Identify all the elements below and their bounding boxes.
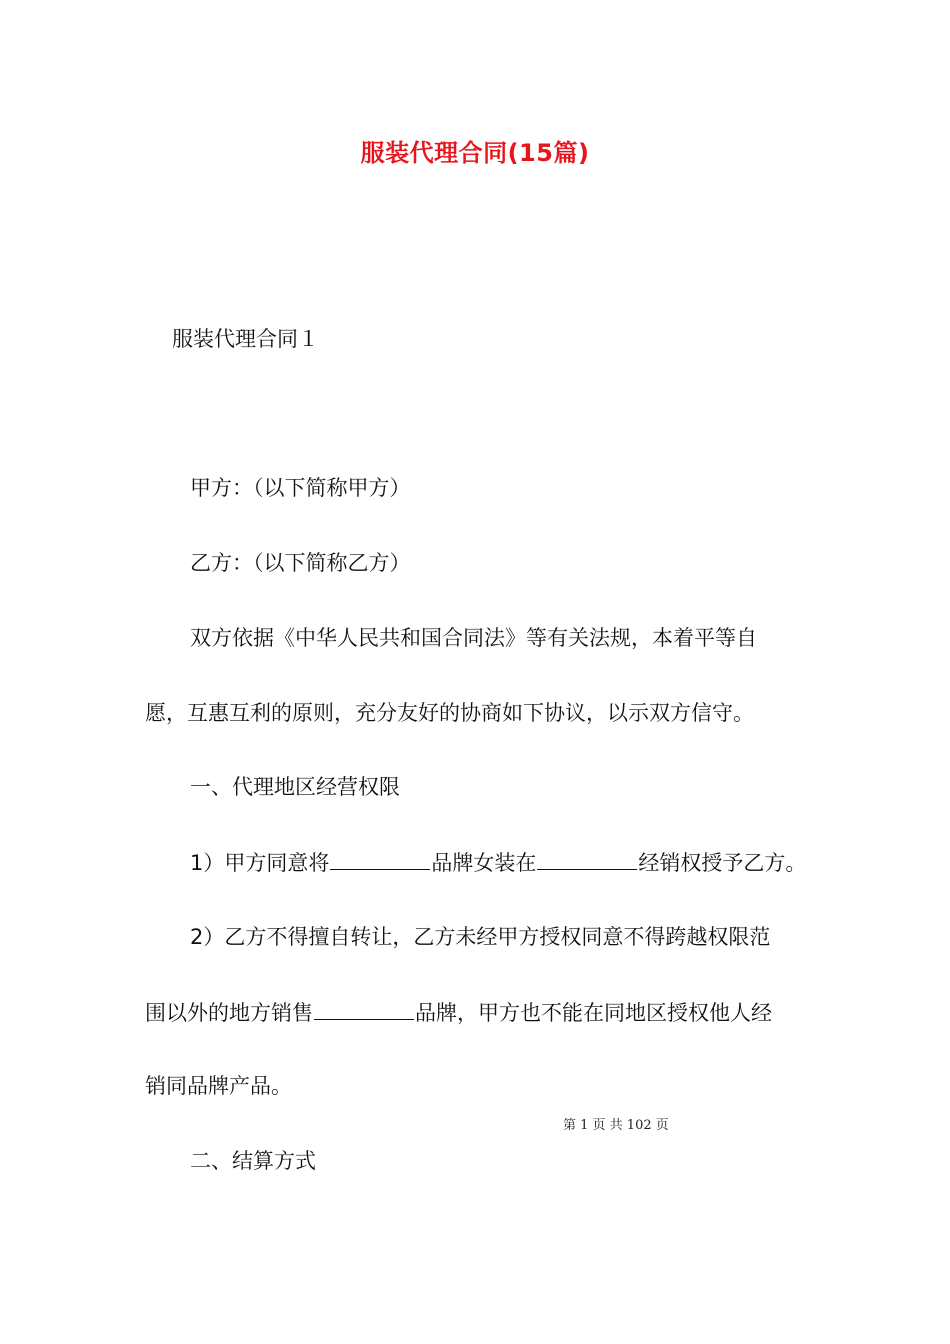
clause-1-item-2-line-3: 销同品牌产品。 — [145, 1074, 292, 1098]
page-footer: 第 1 页 共 102 页 — [563, 1118, 669, 1133]
clause-1-item-1-part1: 1）甲方同意将 — [190, 851, 330, 875]
clause-1-title: 一、代理地区经营权限 — [190, 775, 400, 799]
clause-1-item-1 — [190, 847, 806, 878]
fill-blank-brand-2 — [314, 997, 414, 1020]
clause-1-item-2-line-1: 2）乙方不得擅自转让，乙方未经甲方授权同意不得跨越权限范 — [190, 925, 771, 949]
clause-1-item-1-part3: 经销权授予乙方。 — [638, 851, 807, 875]
document-title: 服装代理合同(15篇) — [360, 139, 590, 167]
clause-2-title: 二、结算方式 — [190, 1149, 316, 1173]
fill-blank-brand — [330, 847, 430, 870]
party-b-line: 乙方：（以下简称乙方） — [190, 551, 411, 575]
clause-1-item-2-part1: 围以外的地方销售 — [145, 1001, 313, 1025]
section-heading: 服装代理合同１ — [172, 327, 319, 351]
fill-blank-region — [537, 847, 637, 870]
party-a-line: 甲方：（以下简称甲方） — [190, 476, 411, 500]
clause-1-item-1-part2: 品牌女装在 — [431, 851, 537, 875]
preamble-line-2: 愿，互惠互利的原则，充分友好的协商如下协议，以示双方信守。 — [145, 701, 754, 725]
clause-1-item-2-line-2 — [145, 997, 772, 1028]
clause-1-item-2-part2: 品牌，甲方也不能在同地区授权他人经 — [415, 1001, 772, 1025]
preamble-line-1: 双方依据《中华人民共和国合同法》等有关法规，本着平等自 — [190, 626, 757, 650]
